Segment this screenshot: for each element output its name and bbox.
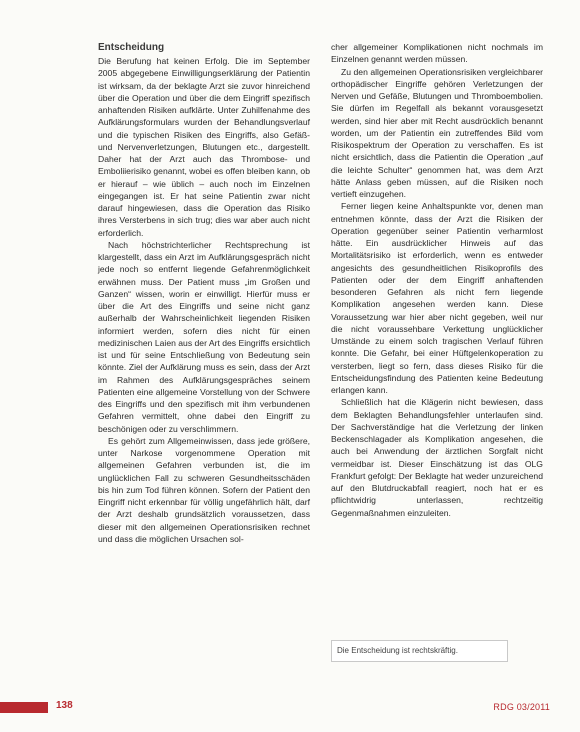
section-heading: Entscheidung [98,42,165,53]
paragraph: Nach höchstrichterlicher Rechtsprechung ist klargestellt, dass ein Arzt im Aufklärungsgespräch nicht jede noch so entfernt liegende Gefahrenmöglichkeit erwähnen muss. Der Patient muss „im Großen und Ganzen“ wissen, worin er einwilligt. Hierfür muss er über die Art des Eingriffs und seine nicht ganz außerhalb der Wahrscheinlichkeit liegenden Risiken informiert werden, sofern dies nicht für einen medizinischen Laien aus der Art des Eingriffs ersichtlich ist und für seine Entschließung von Bedeutung sein könnte. Ziel der Aufklärung muss es sein, dass der Arzt im Rahmen des Aufklärungsgespräches seinem Patienten eine allgemeine Vorstellung von der Schwere des Eingriffs und den spezifisch mit ihm verbundenen Gefahren vermittelt, ohne dabei den Eingriff zu beschönigen oder zu verschlimmern. [98,239,310,434]
paragraph: Die Berufung hat keinen Erfolg. Die im September 2005 abgegebene Einwilligungserklärung der Patientin ist wirksam, da der beklagte Arzt sie zuvor hinreichend über die Operation und über die dem Eingriff spezifisch anhaftenden Risiken aufklärte. Unter Zuhilfenahme des Aufklärungsformulars wurden der Behandlungsverlauf und die typischen Risiken des Eingriffs, also Gefäß- und Nervenverletzungen, Blutungen etc., dargestellt. Daher hat der Arzt auch das Thrombose- und Emboliierisiko genannt, wobei es offen bleiben kann, ob er hierauf – wie üblich – auch noch im Einzelnen eingegangen ist. Er hat seine Patientin zwar nicht darauf hingewiesen, dass die Operation das Risiko ihres Versterbens in sich trug; dies war aber auch nicht erforderlich. [98,56,310,238]
page-number: 138 [56,700,73,711]
right-column [331,41,543,519]
legal-status-notice: Die Entscheidung ist rechtskräftig. [331,640,508,662]
paragraph: Es gehört zum Allgemeinwissen, dass jede größere, unter Narkose vorgenommene Operation mit allgemeinen Gefahren verbunden ist, die im unglücklichen Fall zu schweren Gesundheitsschäden bis hin zum Tod führen können. Sofern der Patient den Eingriff nicht erkennbar für völlig ungefährlich hält, darf der Arzt deshalb grundsätzlich voraussetzen, dass dieser mit den allgemeinen Operationsrisiken rechnet und dass die möglichen Ursachen sol- [98,435,310,544]
paragraph: cher allgemeiner Komplikationen nicht nochmals im Einzelnen genannt werden müssen. [331,42,543,65]
paragraph: Schließlich hat die Klägerin nicht bewiesen, dass dem Beklagten Behandlungsfehler unterlaufen sind. Der Sachverständige hat die Verletzung der linken Beckenschlagader als Komplikation angesehen, die auch bei Anwendung der ärztlichen Sorgfalt nicht vermeidbar ist. Dieser Einschätzung ist das OLG Frankfurt gefolgt: Der Beklagte hat weder unzureichend auf den Blutdruckabfall reagiert, noch hat er es pflichtwidrig unterlassen, rechtzeitig Gegenmaßnahmen einzuleiten. [331,397,543,518]
journal-issue: RDG 03/2011 [493,702,550,712]
footer-accent-bar [0,702,48,713]
paragraph: Ferner liegen keine Anhaltspunkte vor, denen man entnehmen könnte, dass der Arzt die Risiken der Operation gegenüber seiner Patientin verharmlost hätte. Ein ausdrücklicher Hinweis auf das Mortalitätsrisiko ist erforderlich, wenn es entweder angesichts des gesundheitlichen Risikoprofils des Patienten oder der dem Eingriff anhaftenden besonderen Gefahren als nicht fern liegende Komplikation angesehen werden kann. Diese Voraussetzung war hier aber nicht gegeben, weil nur die nicht voraussehbare Verkettung unglücklicher Umstände zu einem solch tragischen Verlauf führen konnte. Die Gefahr, bei einer Hüftgelenkoperation zu versterben, liegt so fern, dass dieses Risiko für die Entscheidungsfindung des Patienten keine Bedeutung erlangen kann. [331,201,543,395]
paragraph: Zu den allgemeinen Operationsrisiken vergleichbarer orthopädischer Eingriffe gehören Verletzungen der Nerven und Gefäße, Blutungen und Thromboembolien. Sie dürfen im Regelfall als bekannt vorausgesetzt werden, sind hier aber mit Recht ausdrücklich benannt worden, um der Patientin ein zutreffendes Bild vom Risikospektrum der Operation zu verschaffen. Es ist nicht ersichtlich, dass die Patientin die Operation „auf die leichte Schulter“ genommen hat, was dem Arzt hätte Anlass geben müssen, auf die Risiken noch vertieft einzugehen. [331,66,543,199]
left-column [98,41,310,545]
